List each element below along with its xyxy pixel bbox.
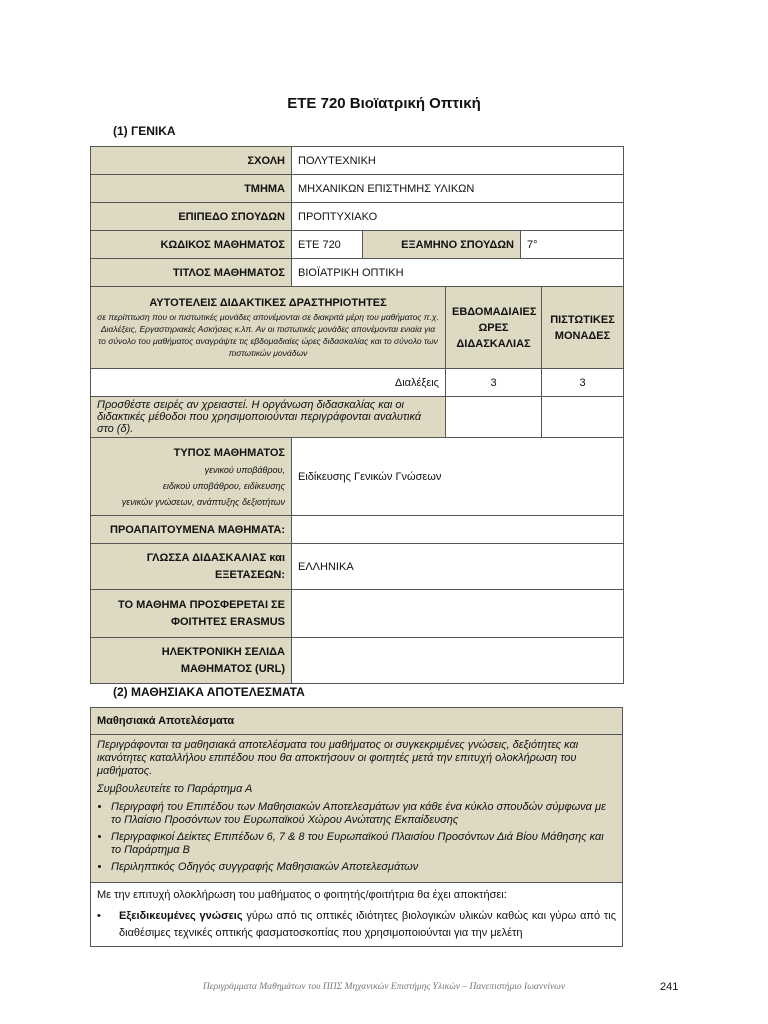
course-type-sub3: γενικών γνώσεων, ανάπτυξης δεξιοτήτων	[121, 496, 285, 507]
outcomes-item-bold: Εξειδικευμένες γνώσεις	[119, 910, 243, 922]
lectures-credits: 3	[542, 369, 624, 397]
course-info-table	[90, 146, 624, 684]
language-label: ΓΛΩΣΣΑ ΔΙΔΑΣΚΑΛΙΑΣ και ΕΞΕΤΑΣΕΩΝ:	[91, 544, 292, 590]
outcomes-body-row	[91, 883, 623, 947]
bullet-icon: •	[97, 910, 101, 922]
section-general-heading: (1) ΓΕΝΙΚΑ	[113, 124, 176, 138]
semester-value: 7°	[521, 231, 624, 259]
language-row	[91, 544, 624, 590]
outcomes-instructions	[91, 735, 623, 883]
erasmus-label: ΤΟ ΜΑΘΗΜΑ ΠΡΟΣΦΕΡΕΤΑΙ ΣΕ ΦΟΙΤΗΤΕΣ ERASMUS	[91, 590, 292, 638]
course-title-value: ΒΙΟΪΑΤΡΙΚΗ ΟΠΤΙΚΗ	[292, 259, 624, 287]
activities-header: ΑΥΤΟΤΕΛΕΙΣ ΔΙΔΑΚΤΙΚΕΣ ΔΡΑΣΤΗΡΙΟΤΗΤΕΣ	[149, 296, 387, 309]
outcomes-instructions-row	[91, 735, 623, 883]
activities-note: σε περίπτωση που οι πιστωτικές μονάδες απονέμονται σε διακριτά μέρη του μαθήματος π.χ. Διαλέξεις, Εργαστηριακές Ασκήσεις κ.λπ. Αν οι πιστωτικές μονάδες απονέμονται ενιαία για το σύνολο του μαθήματος αναγράψτε τις εβδομαδιαίες ώρες διδασκαλίας και το σύνολο των πιστωτικών μονάδων	[97, 311, 439, 358]
add-rows-credits-empty	[542, 397, 624, 438]
outcomes-reference-item: • Περιληπτικός Οδηγός συγγραφής Μαθησιακών Αποτελεσμάτων	[111, 861, 616, 874]
course-code-value: ΕΤΕ 720	[292, 231, 363, 259]
outcomes-item	[97, 908, 616, 942]
school-label: ΣΧΟΛΗ	[91, 147, 292, 175]
activities-header-row	[91, 287, 624, 369]
activities-header-cell	[91, 287, 446, 369]
document-title: ΕΤΕ 720 Βιοϊατρική Οπτική	[287, 95, 481, 112]
add-rows-hours-empty	[446, 397, 542, 438]
erasmus-row	[91, 590, 624, 638]
prerequisites-row	[91, 516, 624, 544]
outcomes-item-text	[119, 908, 616, 942]
page-number: 241	[660, 981, 679, 993]
course-type-label-cell	[91, 438, 292, 516]
lectures-row	[91, 369, 624, 397]
outcomes-reference-item: • Περιγραφή του Επιπέδου των Μαθησιακών Αποτελεσμάτων για κάθε ένα κύκλο σπουδών σύμφωνα με το Πλαίσιο Προσόντων του Ευρωπαϊκού Χώρου Ανώτατης Εκπαίδευσης	[111, 801, 616, 827]
school-row	[91, 147, 624, 175]
school-value: ΠΟΛΥΤΕΧΝΙΚΗ	[292, 147, 624, 175]
lectures-label: Διαλέξεις	[91, 369, 446, 397]
outcomes-header: Μαθησιακά Αποτελέσματα	[91, 708, 623, 735]
add-rows-note-row	[91, 397, 624, 438]
course-type-sub2: ειδικού υποβάθρου, ειδίκευσης	[162, 480, 285, 491]
course-code-label: ΚΩΔΙΚΟΣ ΜΑΘΗΜΑΤΟΣ	[91, 231, 292, 259]
course-type-row	[91, 438, 624, 516]
level-value: ΠΡΟΠΤΥΧΙΑΚΟ	[292, 203, 624, 231]
department-row	[91, 175, 624, 203]
outcomes-intro: Με την επιτυχή ολοκλήρωση του μαθήματος ο φοιτητής/φοιτήτρια θα έχει αποκτήσει:	[97, 889, 507, 901]
course-title-row	[91, 259, 624, 287]
department-label: ΤΜΗΜΑ	[91, 175, 292, 203]
add-rows-note: Προσθέστε σειρές αν χρειαστεί. Η οργάνωση διδασκαλίας και οι διδακτικές μέθοδοι που χρησιμοποιούνται περιγράφονται αναλυτικά στο (δ).	[91, 397, 446, 438]
outcomes-instruction-2: Συμβουλευτείτε το Παράρτημα Α	[97, 783, 253, 795]
course-type-value: Ειδίκευσης Γενικών Γνώσεων	[292, 438, 624, 516]
credit-units-header: ΠΙΣΤΩΤΙΚΕΣ ΜΟΝΑΔΕΣ	[542, 287, 624, 369]
outcomes-header-row	[91, 708, 623, 735]
department-value: ΜΗΧΑΝΙΚΩΝ ΕΠΙΣΤΗΜΗΣ ΥΛΙΚΩΝ	[292, 175, 624, 203]
course-type-label: ΤΥΠΟΣ ΜΑΘΗΜΑΤΟΣ	[173, 446, 285, 459]
section-outcomes-heading: (2) ΜΑΘΗΣΙΑΚΑ ΑΠΟΤΕΛΕΣΜΑΤΑ	[113, 685, 305, 699]
erasmus-value	[292, 590, 624, 638]
url-value	[292, 638, 624, 684]
level-row	[91, 203, 624, 231]
lectures-hours: 3	[446, 369, 542, 397]
semester-label: ΕΞΑΜΗΝΟ ΣΠΟΥΔΩΝ	[363, 231, 521, 259]
learning-outcomes-table	[90, 707, 623, 947]
outcomes-item-rest: γύρω από τις οπτικές ιδιότητες βιολογικών υλικών καθώς και γύρω από τις διαθέσιμες τεχνικές οπτικής φασματοσκοπίας που χρησιμοποιούνται για την μελέτη	[119, 910, 616, 939]
outcomes-reference-item: • Περιγραφικοί Δείκτες Επιπέδων 6, 7 & 8 του Ευρωπαϊκού Πλαισίου Προσόντων Διά Βίου Μάθησης και το Παράρτημα Β	[111, 831, 616, 857]
prerequisites-label: ΠΡΟΑΠΑΙΤΟΥΜΕΝΑ ΜΑΘΗΜΑΤΑ:	[91, 516, 292, 544]
language-value: ΕΛΛΗΝΙΚΑ	[292, 544, 624, 590]
page-footer: Περιγράμματα Μαθημάτων του ΠΠΣ Μηχανικών Επιστήμης Υλικών – Πανεπιστήμιο Ιωαννίνων	[202, 982, 566, 992]
course-code-row	[91, 231, 624, 259]
outcomes-body	[91, 883, 623, 947]
outcomes-instruction-1: Περιγράφονται τα μαθησιακά αποτελέσματα του μαθήματος οι συγκεκριμένες γνώσεις, δεξιότητες και ικανότητες καταλλήλου επιπέδου που θα αποκτήσουν οι φοιτητές μετά την επιτυχή ολοκλήρωση του μαθήματος.	[97, 739, 579, 777]
level-label: ΕΠΙΠΕΔΟ ΣΠΟΥΔΩΝ	[91, 203, 292, 231]
url-label: ΗΛΕΚΤΡΟΝΙΚΗ ΣΕΛΙΔΑ ΜΑΘΗΜΑΤΟΣ (URL)	[91, 638, 292, 684]
outcomes-reference-list	[97, 801, 616, 874]
course-title-label: ΤΙΤΛΟΣ ΜΑΘΗΜΑΤΟΣ	[91, 259, 292, 287]
course-type-sub1: γενικού υποβάθρου,	[204, 464, 285, 475]
url-row	[91, 638, 624, 684]
weekly-hours-header: ΕΒΔΟΜΑΔΙΑΙΕΣ ΩΡΕΣ ΔΙΔΑΣΚΑΛΙΑΣ	[446, 287, 542, 369]
prerequisites-value	[292, 516, 624, 544]
